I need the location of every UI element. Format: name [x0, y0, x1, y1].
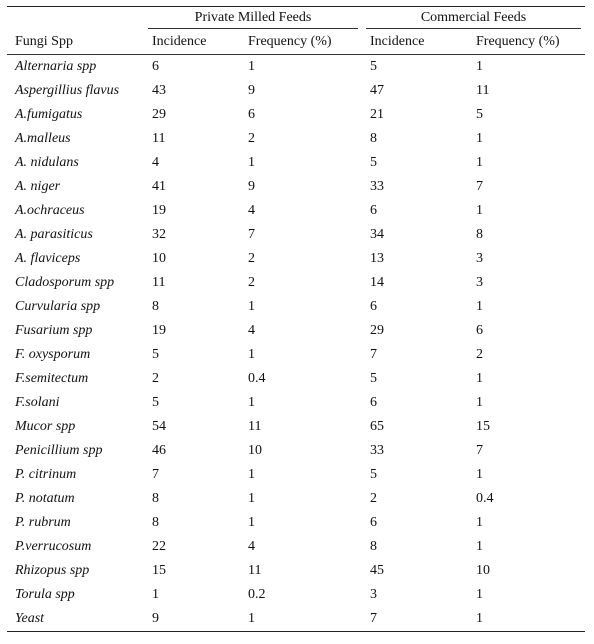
cell-incidence-private: 11 [152, 131, 166, 146]
table-row [7, 223, 585, 247]
cell-incidence-commercial: 33 [370, 179, 384, 194]
cell-frequency-commercial: 1 [476, 299, 483, 314]
cell-frequency-private: 0.4 [248, 371, 266, 386]
cell-frequency-commercial: 1 [476, 539, 483, 554]
table-row [7, 103, 585, 127]
cell-fungi-name: Alternaria spp [15, 59, 97, 74]
cell-frequency-commercial: 1 [476, 515, 483, 530]
table-row [7, 151, 585, 175]
cell-frequency-commercial: 1 [476, 59, 483, 74]
cell-incidence-commercial: 7 [370, 347, 377, 362]
cell-incidence-commercial: 6 [370, 515, 377, 530]
cell-fungi-name: Curvularia spp [15, 299, 101, 314]
cell-fungi-name: Mucor spp [15, 419, 76, 434]
cell-incidence-commercial: 5 [370, 155, 377, 170]
cell-frequency-private: 6 [248, 107, 255, 122]
cell-frequency-private: 2 [248, 251, 255, 266]
cell-frequency-commercial: 8 [476, 227, 483, 242]
cell-incidence-private: 9 [144, 607, 240, 632]
cell-incidence-commercial: 6 [370, 395, 377, 410]
table-row [7, 319, 585, 343]
table-row [7, 79, 585, 103]
cell-frequency-private: 7 [248, 227, 255, 242]
cell-frequency-private: 11 [248, 563, 262, 578]
cell-incidence-private: 8 [152, 491, 159, 506]
cell-frequency-commercial: 6 [476, 323, 483, 338]
group-header-commercial: Commercial Feeds [362, 7, 585, 30]
column-header-frequency-private: Frequency (%) [240, 29, 362, 55]
column-header-fungi: Fungi Spp [7, 29, 144, 55]
group-header-row [7, 7, 585, 30]
cell-fungi-name: A. nidulans [15, 155, 79, 170]
cell-frequency-commercial: 15 [476, 419, 490, 434]
cell-fungi-name: P.verrucosum [15, 539, 92, 554]
cell-incidence-commercial: 33 [370, 443, 384, 458]
cell-incidence-commercial: 8 [370, 539, 377, 554]
cell-incidence-commercial: 5 [370, 59, 377, 74]
table-row [7, 367, 585, 391]
cell-frequency-private: 1 [248, 155, 255, 170]
table-row [7, 559, 585, 583]
cell-fungi-name: P. notatum [15, 491, 75, 506]
cell-frequency-private: 2 [248, 131, 255, 146]
cell-frequency-commercial: 3 [476, 275, 483, 290]
cell-incidence-private: 7 [152, 467, 159, 482]
cell-incidence-private: 1 [152, 587, 159, 602]
cell-incidence-commercial: 2 [370, 491, 377, 506]
cell-incidence-private: 29 [152, 107, 166, 122]
cell-frequency-commercial: 7 [476, 179, 483, 194]
cell-fungi-name: F. oxysporum [15, 347, 91, 362]
cell-fungi-name: P. rubrum [15, 515, 71, 530]
cell-incidence-commercial: 6 [370, 203, 377, 218]
cell-frequency-commercial: 7 [476, 443, 483, 458]
cell-incidence-private: 19 [152, 203, 166, 218]
table-row [7, 439, 585, 463]
cell-frequency-private: 11 [248, 419, 262, 434]
fungi-incidence-table [7, 6, 585, 632]
cell-incidence-private: 6 [152, 59, 159, 74]
cell-frequency-commercial: 1 [476, 131, 483, 146]
cell-fungi-name: A. flaviceps [15, 251, 81, 266]
table-row [7, 247, 585, 271]
cell-incidence-commercial: 47 [370, 83, 384, 98]
cell-fungi-name: A.fumigatus [15, 107, 83, 122]
table-row [7, 295, 585, 319]
cell-frequency-commercial: 1 [476, 395, 483, 410]
cell-incidence-private: 15 [152, 563, 166, 578]
cell-fungi-name: Cladosporum spp [15, 275, 115, 290]
column-header-row [7, 29, 585, 55]
table-row [7, 55, 585, 80]
cell-frequency-private: 9 [248, 83, 255, 98]
cell-fungi-name: A. parasiticus [15, 227, 93, 242]
cell-incidence-private: 11 [152, 275, 166, 290]
table-row [7, 271, 585, 295]
cell-frequency-private: 4 [248, 203, 255, 218]
cell-incidence-commercial: 29 [370, 323, 384, 338]
table-row [7, 391, 585, 415]
cell-fungi-name: P. citrinum [15, 467, 77, 482]
table-row [7, 199, 585, 223]
cell-frequency-private: 9 [248, 179, 255, 194]
cell-frequency-private: 1 [248, 515, 255, 530]
column-header-incidence-private: Incidence [144, 29, 240, 55]
cell-incidence-commercial: 7 [362, 607, 468, 632]
cell-incidence-private: 8 [152, 515, 159, 530]
cell-frequency-commercial: 10 [476, 563, 490, 578]
cell-incidence-commercial: 8 [370, 131, 377, 146]
table-row [7, 415, 585, 439]
cell-fungi-name: Fusarium spp [15, 323, 93, 338]
cell-frequency-commercial: 3 [476, 251, 483, 266]
table-body [7, 55, 585, 632]
cell-fungi-name: F.semitectum [15, 371, 89, 386]
cell-frequency-commercial: 1 [468, 607, 585, 632]
cell-incidence-commercial: 13 [370, 251, 384, 266]
cell-incidence-private: 22 [152, 539, 166, 554]
cell-incidence-commercial: 65 [370, 419, 384, 434]
cell-incidence-private: 10 [152, 251, 166, 266]
column-header-frequency-commercial: Frequency (%) [468, 29, 585, 55]
cell-frequency-private: 1 [248, 299, 255, 314]
cell-incidence-commercial: 5 [370, 371, 377, 386]
cell-incidence-commercial: 6 [370, 299, 377, 314]
cell-fungi-name: A. niger [15, 179, 61, 194]
cell-incidence-private: 32 [152, 227, 166, 242]
cell-fungi-name: Yeast [7, 607, 144, 632]
cell-fungi-name: Torula spp [15, 587, 75, 602]
cell-fungi-name: A.ochraceus [15, 203, 85, 218]
table-row [7, 463, 585, 487]
cell-incidence-commercial: 34 [370, 227, 384, 242]
cell-frequency-private: 0.2 [248, 587, 266, 602]
cell-frequency-commercial: 0.4 [476, 491, 494, 506]
cell-fungi-name: A.malleus [15, 131, 71, 146]
cell-incidence-commercial: 21 [370, 107, 384, 122]
cell-incidence-commercial: 14 [370, 275, 384, 290]
group-header-empty [7, 7, 144, 30]
table-header [7, 7, 585, 55]
table-row [7, 175, 585, 199]
cell-fungi-name: F.solani [15, 395, 60, 410]
table-row [7, 535, 585, 559]
cell-incidence-private: 5 [152, 347, 159, 362]
cell-incidence-private: 46 [152, 443, 166, 458]
cell-frequency-commercial: 1 [476, 467, 483, 482]
cell-frequency-commercial: 11 [476, 83, 490, 98]
cell-fungi-name: Penicillium spp [15, 443, 103, 458]
cell-frequency-private: 4 [248, 539, 255, 554]
cell-frequency-private: 2 [248, 275, 255, 290]
cell-incidence-private: 54 [152, 419, 166, 434]
cell-frequency-commercial: 1 [476, 371, 483, 386]
cell-frequency-commercial: 2 [476, 347, 483, 362]
column-header-incidence-commercial: Incidence [362, 29, 468, 55]
table-row [7, 511, 585, 535]
cell-frequency-commercial: 1 [476, 155, 483, 170]
cell-incidence-private: 4 [152, 155, 159, 170]
cell-frequency-commercial: 5 [476, 107, 483, 122]
cell-frequency-private: 1 [240, 607, 362, 632]
cell-frequency-private: 1 [248, 347, 255, 362]
cell-frequency-commercial: 1 [476, 203, 483, 218]
group-header-private-milled: Private Milled Feeds [144, 7, 362, 30]
cell-frequency-private: 1 [248, 59, 255, 74]
cell-fungi-name: Rhizopus spp [15, 563, 90, 578]
cell-frequency-private: 1 [248, 467, 255, 482]
cell-incidence-private: 8 [152, 299, 159, 314]
cell-frequency-commercial: 1 [476, 587, 483, 602]
cell-incidence-private: 5 [152, 395, 159, 410]
cell-incidence-private: 43 [152, 83, 166, 98]
cell-frequency-private: 1 [248, 395, 255, 410]
cell-incidence-commercial: 45 [370, 563, 384, 578]
cell-incidence-private: 41 [152, 179, 166, 194]
table-row [7, 343, 585, 367]
cell-incidence-commercial: 5 [370, 467, 377, 482]
cell-incidence-private: 19 [152, 323, 166, 338]
cell-frequency-private: 10 [248, 443, 262, 458]
cell-frequency-private: 1 [248, 491, 255, 506]
table-row [7, 607, 585, 632]
table-row [7, 127, 585, 151]
cell-incidence-private: 2 [152, 371, 159, 386]
table-row [7, 583, 585, 607]
cell-fungi-name: Aspergillius flavus [15, 83, 120, 98]
cell-incidence-commercial: 3 [370, 587, 377, 602]
table-row [7, 487, 585, 511]
cell-frequency-private: 4 [248, 323, 255, 338]
